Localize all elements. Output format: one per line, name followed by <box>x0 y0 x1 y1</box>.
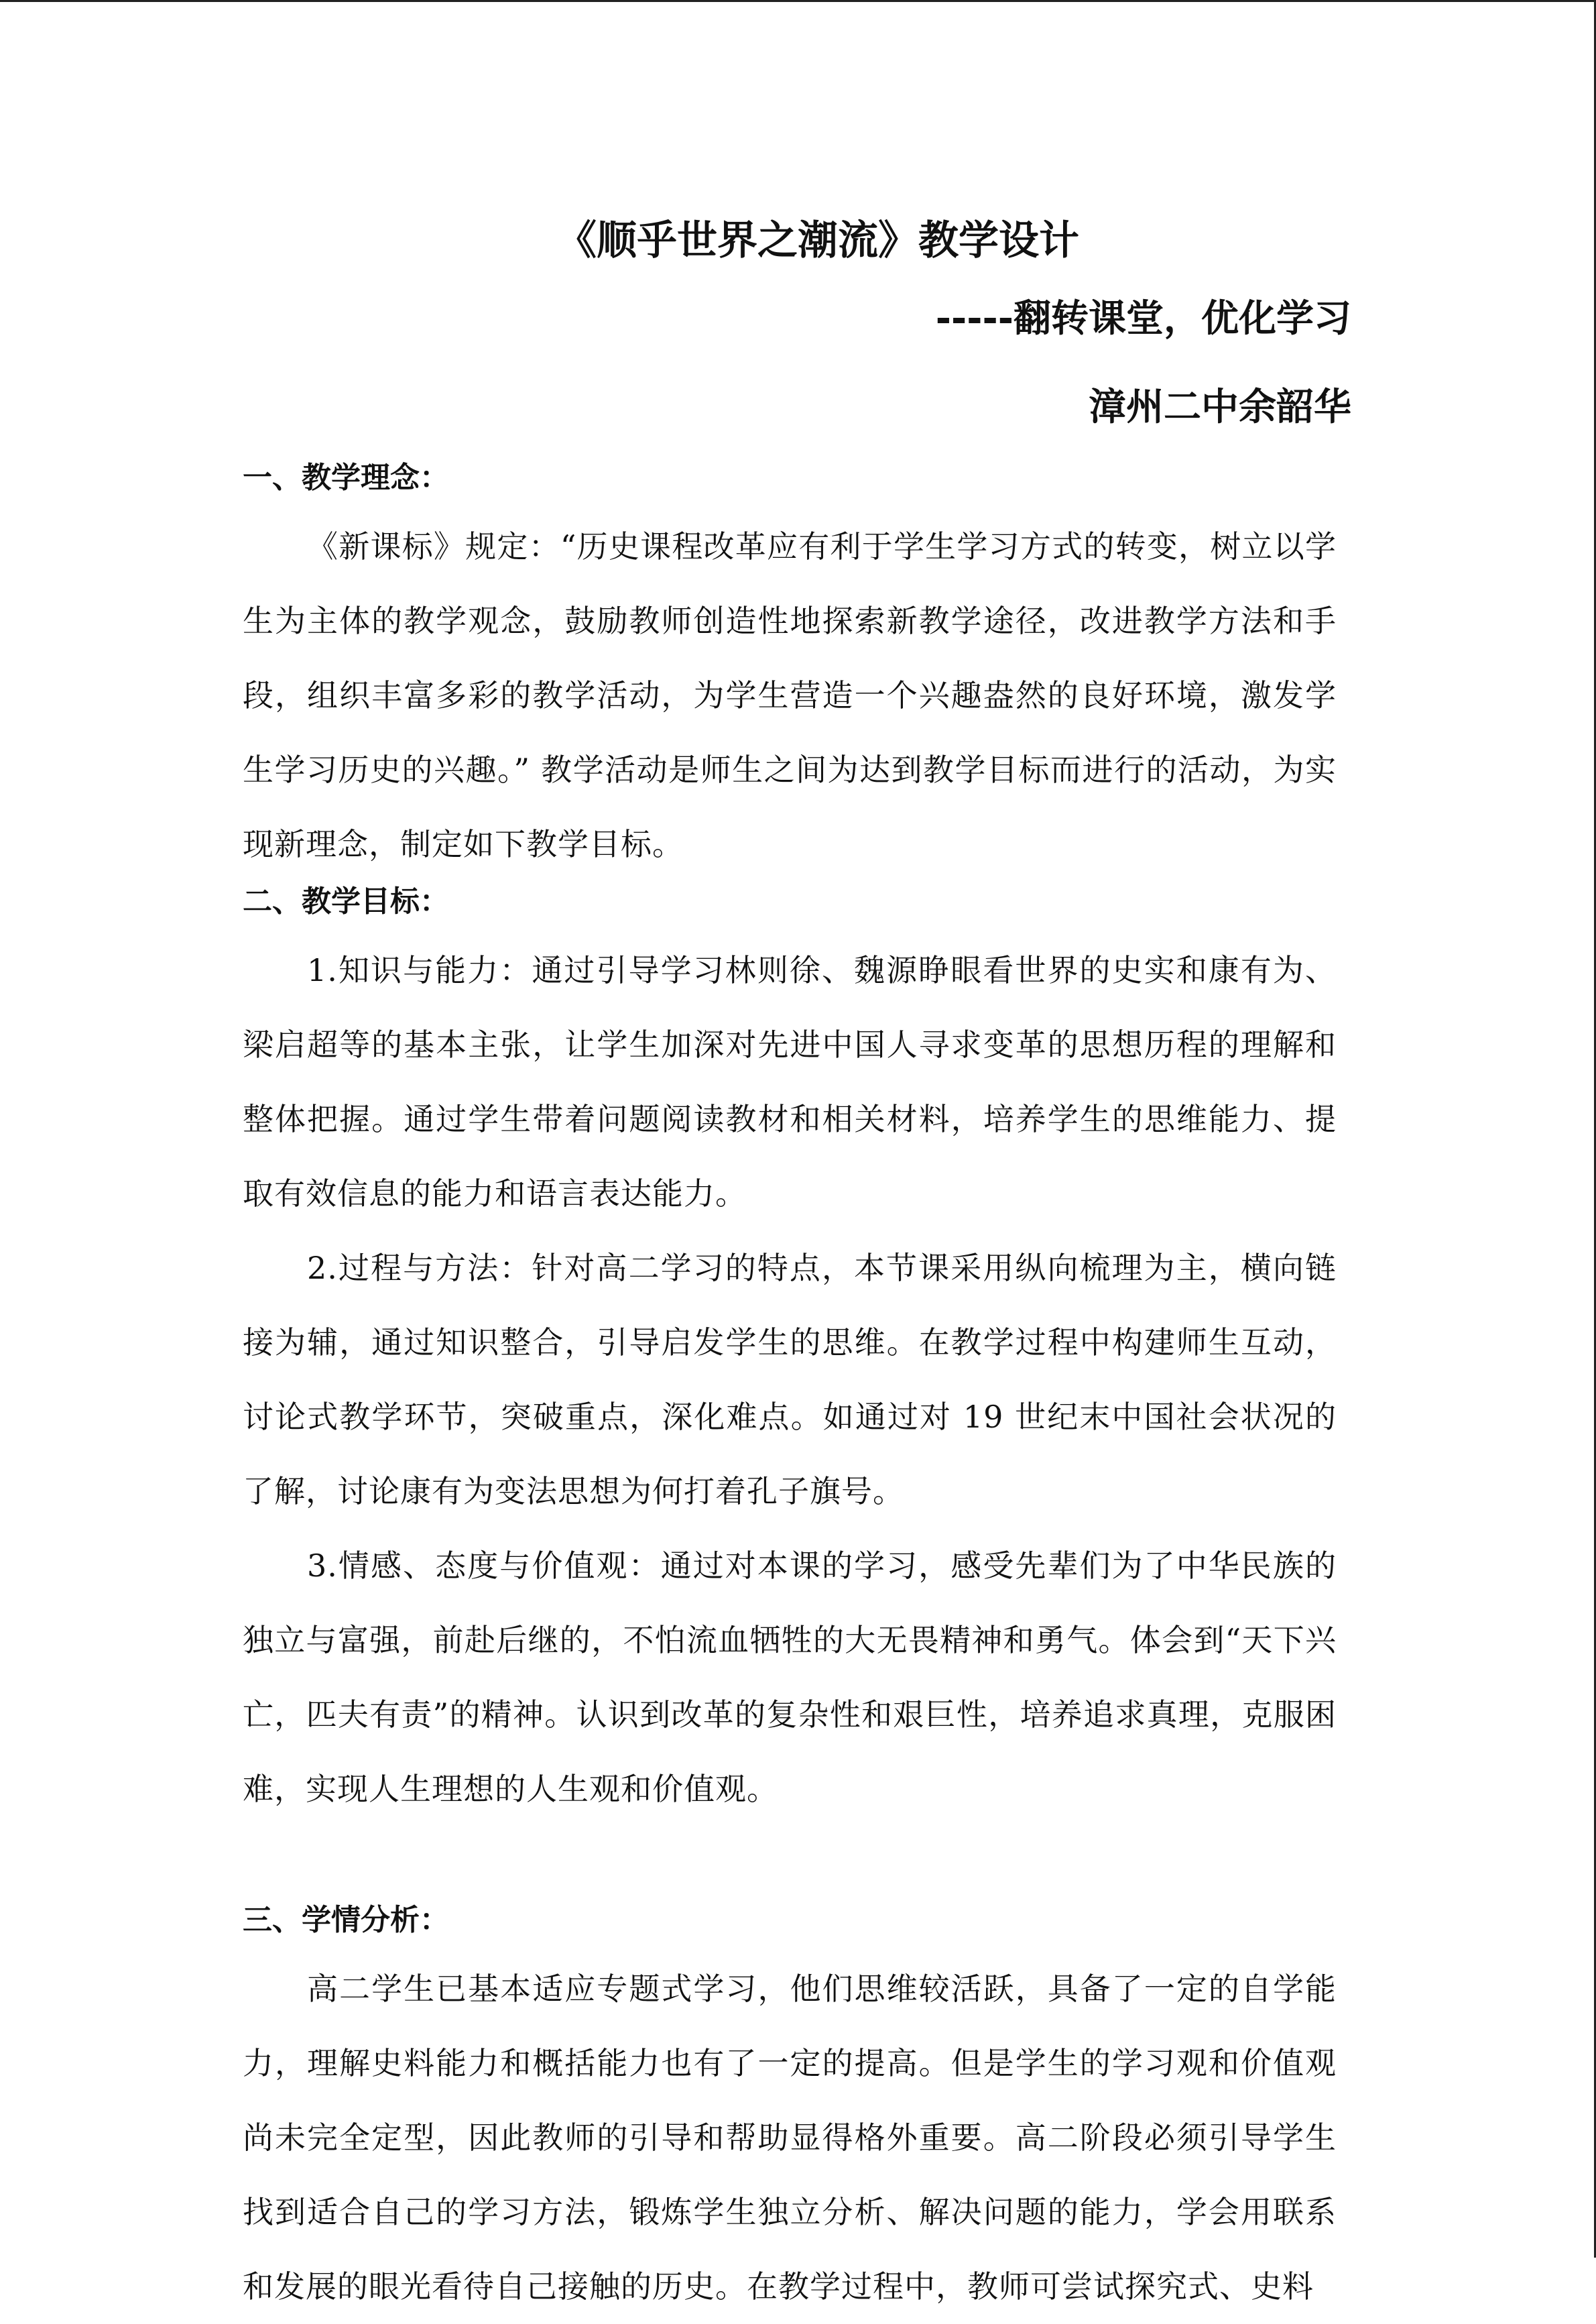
document-body <box>243 458 1337 2324</box>
document-author: 漳州二中余韶华 <box>1089 386 1351 429</box>
paragraph-objective-values: 3.情感、态度与价值观：通过对本课的学习，感受先辈们为了中华民族的独立与富强，前赴后继的，不怕流血牺牲的大无畏精神和勇气。体会到“天下兴亡，匹夫有责”的精神。认识到改革的复杂性和艰巨性，培养追求真理，克服困难，实现人生理想的人生观和价值观。 <box>243 1548 1337 1807</box>
paragraph-objective-knowledge: 1.知识与能力：通过引导学习林则徐、魏源睁眼看世界的史实和康有为、梁启超等的基本主张，让学生加深对先进中国人寻求变革的思想历程的理解和整体把握。通过学生带着问题阅读教材和相关材料，培养学生的思维能力、提取有效信息的能力和语言表达能力。 <box>243 952 1337 1212</box>
section-heading-teaching-objectives: 二、教学目标： <box>243 884 449 919</box>
section-spacer <box>243 1826 1337 1900</box>
section-heading-teaching-philosophy: 一、教学理念： <box>243 461 449 495</box>
section-heading-student-analysis: 三、学情分析： <box>243 1903 449 1937</box>
paragraph-teaching-philosophy: 《新课标》规定：“历史课程改革应有利于学生学习方式的转变，树立以学生为主体的教学观念，鼓励教师创造性地探索新教学途径，改进教学方法和手段，组织丰富多彩的教学活动，为学生营造一个兴趣盎然的良好环境，激发学生学习历史的兴趣。” 教学活动是师生之间为达到教学目标而进行的活动，为实现新理念，制定如下教学目标。 <box>243 528 1337 862</box>
paragraph-student-analysis: 高二学生已基本适应专题式学习，他们思维较活跃，具备了一定的自学能力，理解史料能力和概括能力也有了一定的提高。但是学生的学习观和价值观尚未完全定型，因此教师的引导和帮助显得格外重要。高二阶段必须引导学生找到适合自己的学习方法，锻炼学生独立分析、解决问题的能力，学会用联系和发展的眼光看待自己接触的历史。在教学过程中，教师可尝试探究式、史料 <box>243 1971 1337 2305</box>
document-title: 《顺乎世界之潮流》教学设计 <box>556 217 1079 264</box>
document-subtitle: -----翻转课堂，优化学习 <box>935 297 1351 341</box>
paragraph-objective-process: 2.过程与方法：针对高二学习的特点，本节课采用纵向梳理为主，横向链接为辅，通过知识整合，引导启发学生的思维。在教学过程中构建师生互动，讨论式教学环节，突破重点，深化难点。如通过对 19 世纪末中国社会状况的了解，讨论康有为变法思想为何打着孔子旗号。 <box>243 1250 1337 1509</box>
